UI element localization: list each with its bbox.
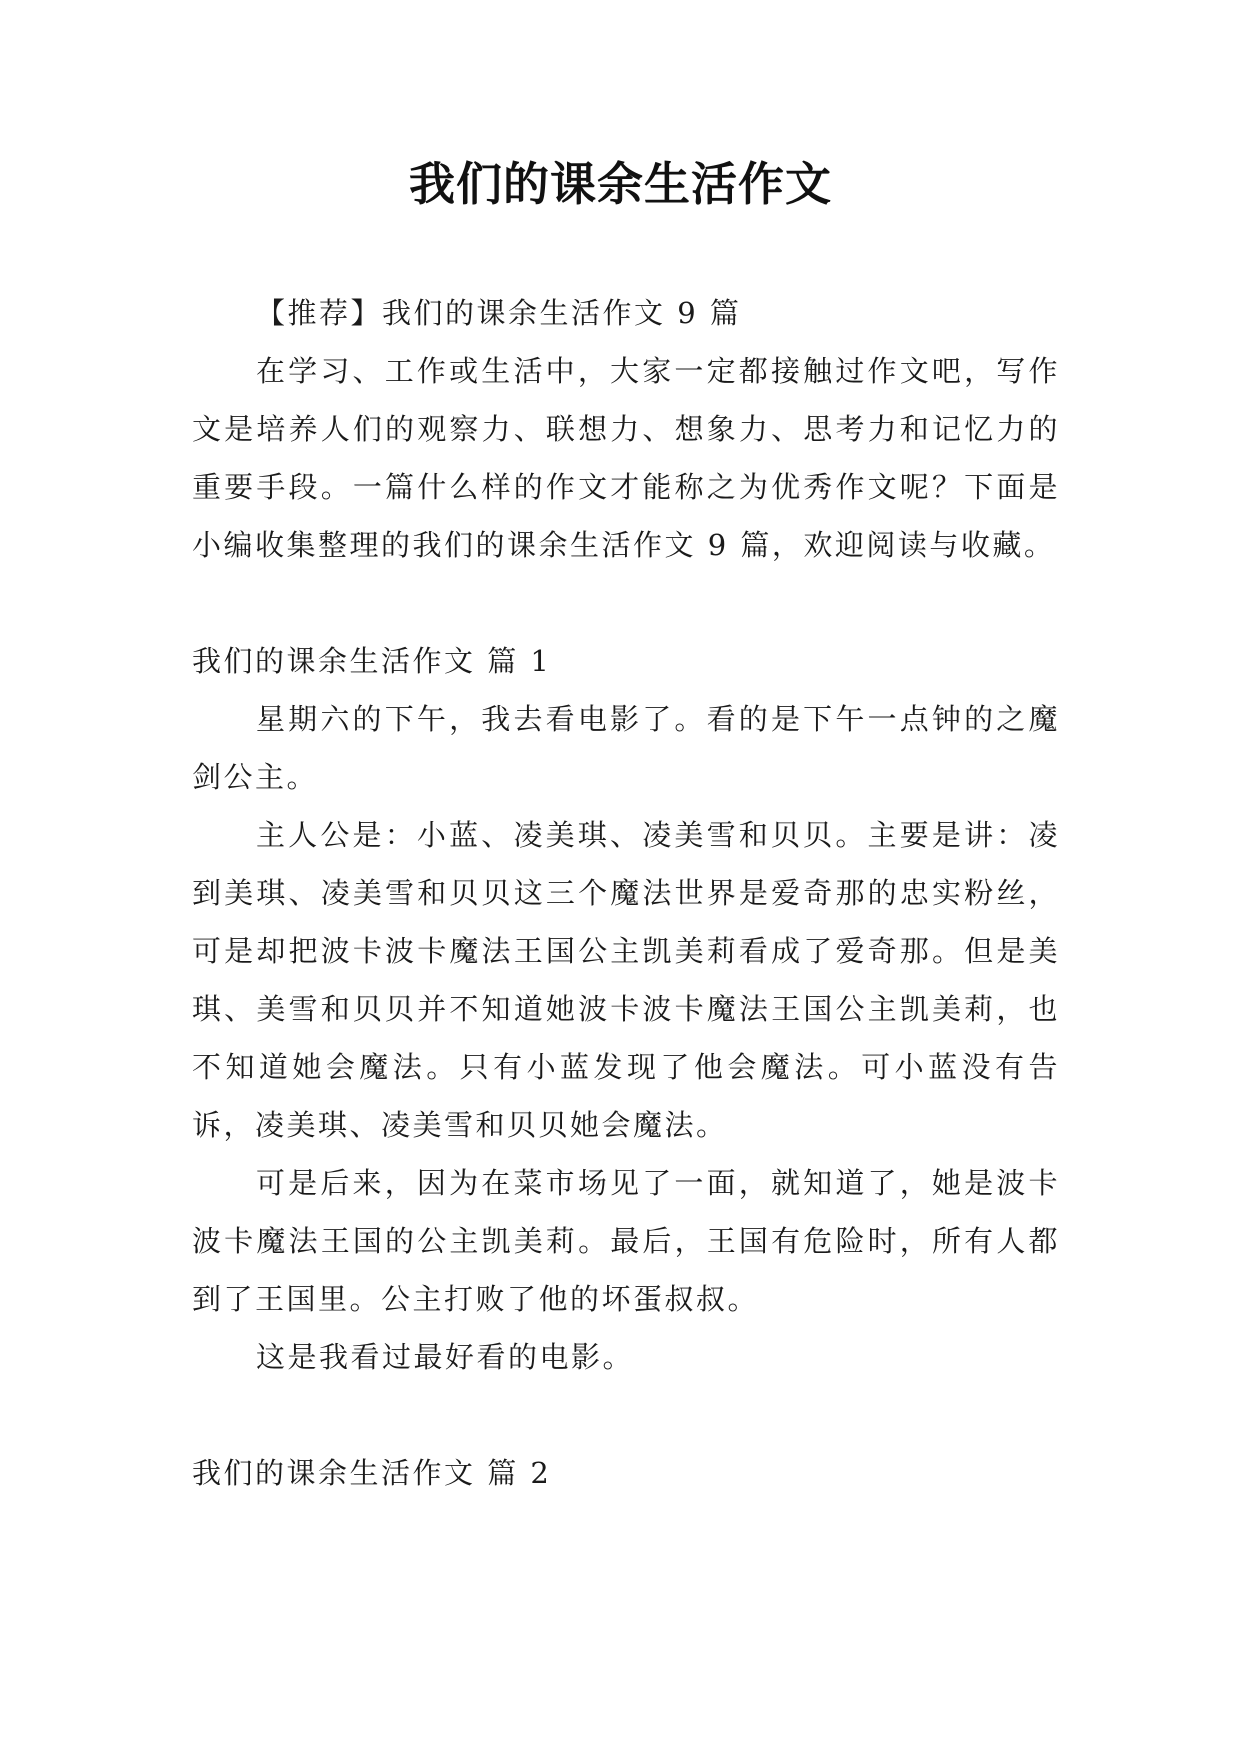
section-paragraph: 这是我看过最好看的电影。 [256, 1340, 635, 1374]
section-paragraph: 可是后来，因为在菜市场见了一面，就知道了，她是波卡波卡魔法王国的公主凯美莉。最后，王国有危险时，所有人都到了王国里。公主打败了他的坏蛋叔叔。 [192, 1166, 1060, 1316]
section-paragraph: 主人公是：小蓝、凌美琪、凌美雪和贝贝。主要是讲：凌到美琪、凌美雪和贝贝这三个魔法世界是爱奇那的忠实粉丝，可是却把波卡波卡魔法王国公主凯美莉看成了爱奇那。但是美琪、美雪和贝贝并不知道她波卡波卡魔法王国公主凯美莉，也不知道她会魔法。只有小蓝发现了他会魔法。可小蓝没有告诉，凌美琪、凌美雪和贝贝她会魔法。 [192, 818, 1060, 1142]
document-body [192, 284, 1060, 1502]
intro-paragraph: 在学习、工作或生活中，大家一定都接触过作文吧，写作文是培养人们的观察力、联想力、想象力、思考力和记忆力的重要手段。一篇什么样的作文才能称之为优秀作文呢？下面是小编收集整理的我们的课余生活作文 9 篇，欢迎阅读与收藏。 [192, 354, 1060, 562]
section-paragraph: 星期六的下午，我去看电影了。看的是下午一点钟的之魔剑公主。 [192, 702, 1060, 794]
spacer [192, 574, 1060, 632]
spacer [192, 1386, 1060, 1444]
section-heading: 我们的课余生活作文 篇 2 [192, 1456, 552, 1490]
document-title: 我们的课余生活作文 [409, 157, 832, 211]
recommend-line: 【推荐】我们的课余生活作文 9 篇 [256, 296, 742, 330]
section-heading: 我们的课余生活作文 篇 1 [192, 644, 552, 678]
